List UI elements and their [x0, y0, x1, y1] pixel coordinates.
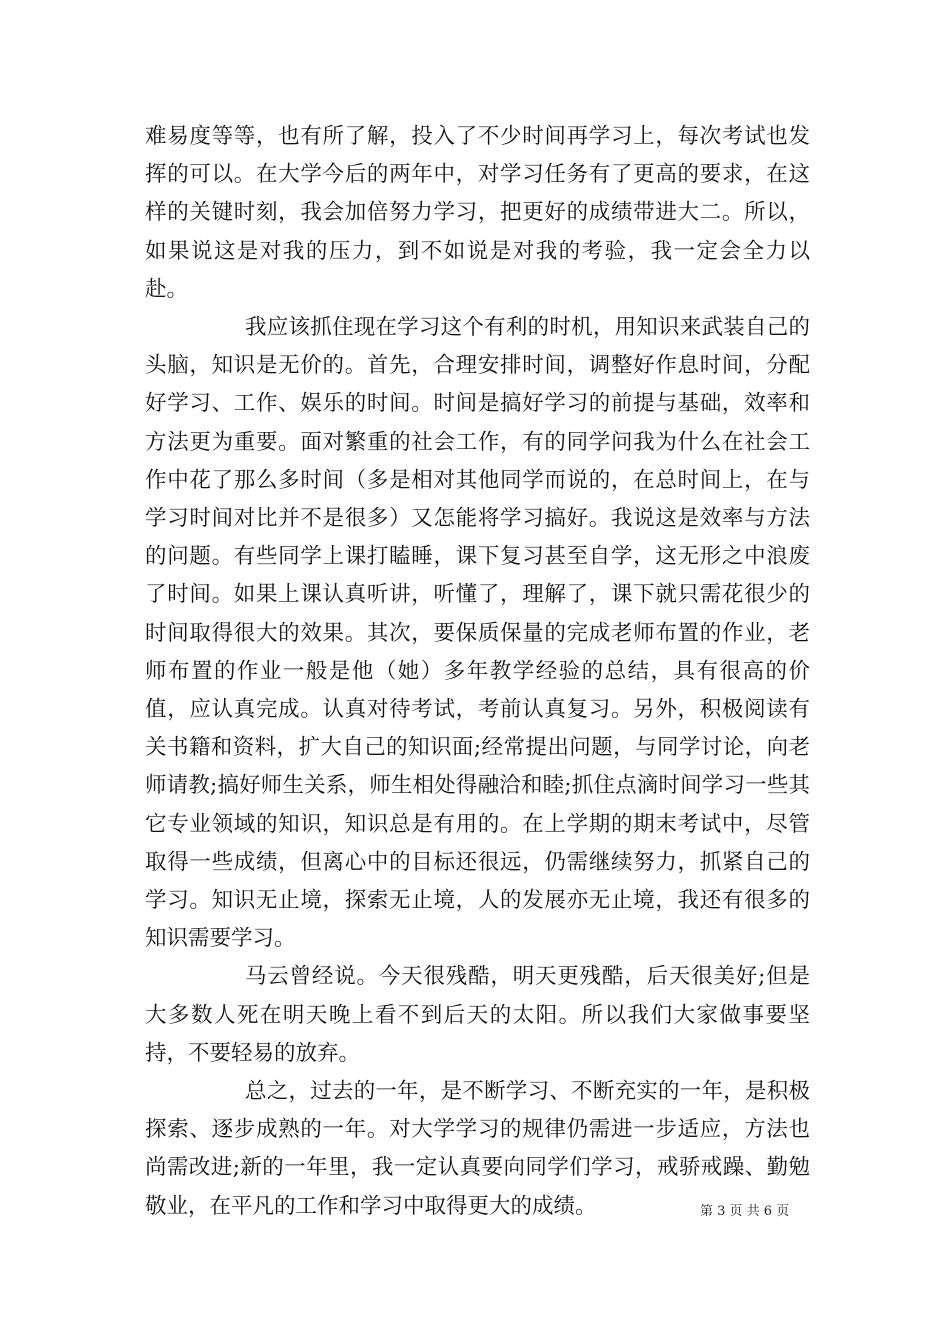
paragraph-2: 我应该抓住现在学习这个有利的时机，用知识来武装自己的头脑，知识是无价的。首先，合理安排时间，调整好作息时间，分配好学习、工作、娱乐的时间。时间是搞好学习的前提与基础，效率和方法更为重要。面对繁重的社会工作，有的同学问我为什么在社会工作中花了那么多时间（多是相对其他同学而说的，在总时间上，在与学习时间对比并不是很多）又怎能将学习搞好。我说这是效率与方法的问题。有些同学上课打瞌睡，课下复习甚至自学，这无形之中浪废了时间。如果上课认真听讲，听懂了，理解了，课下就只需花很少的时间取得很大的效果。其次，要保质保量的完成老师布置的作业，老师布置的作业一般是他（她）多年教学经验的总结，具有很高的价值，应认真完成。认真对待考试，考前认真复习。另外，积极阅读有关书籍和资料，扩大自己的知识面;经常提出问题，与同学讨论，向老师请教;搞好师生关系，师生相处得融洽和睦;抓住点滴时间学习一些其它专业领域的知识，知识总是有用的。在上学期的期末考试中，尽管取得一些成绩，但离心中的目标还很远，仍需继续努力，抓紧自己的学习。知识无止境，探索无止境，人的发展亦无止境，我还有很多的知识需要学习。	[145, 315, 810, 952]
document-body	[145, 118, 810, 1226]
page-number: 第 3 页 共 6 页	[700, 1204, 790, 1219]
paragraph-3: 马云曾经说。今天很残酷，明天更残酷，后天很美好;但是大多数人死在明天晚上看不到后天的太阳。所以我们大家做事要坚持，不要轻易的放弃。	[145, 964, 810, 1066]
paragraph-1: 难易度等等，也有所了解，投入了不少时间再学习上，每次考试也发挥的可以。在大学今后的两年中，对学习任务有了更高的要求，在这样的关键时刻，我会加倍努力学习，把更好的成绩带进大二。所以，如果说这是对我的压力，到不如说是对我的考验，我一定会全力以赴。	[145, 124, 810, 302]
paragraph-4: 总之，过去的一年，是不断学习、不断充实的一年，是积极探索、逐步成熟的一年。对大学学习的规律仍需进一步适应，方法也尚需改进;新的一年里，我一定认真要向同学们学习，戒骄戒躁、勤勉敬业，在平凡的工作和学习中取得更大的成绩。	[145, 1079, 810, 1219]
